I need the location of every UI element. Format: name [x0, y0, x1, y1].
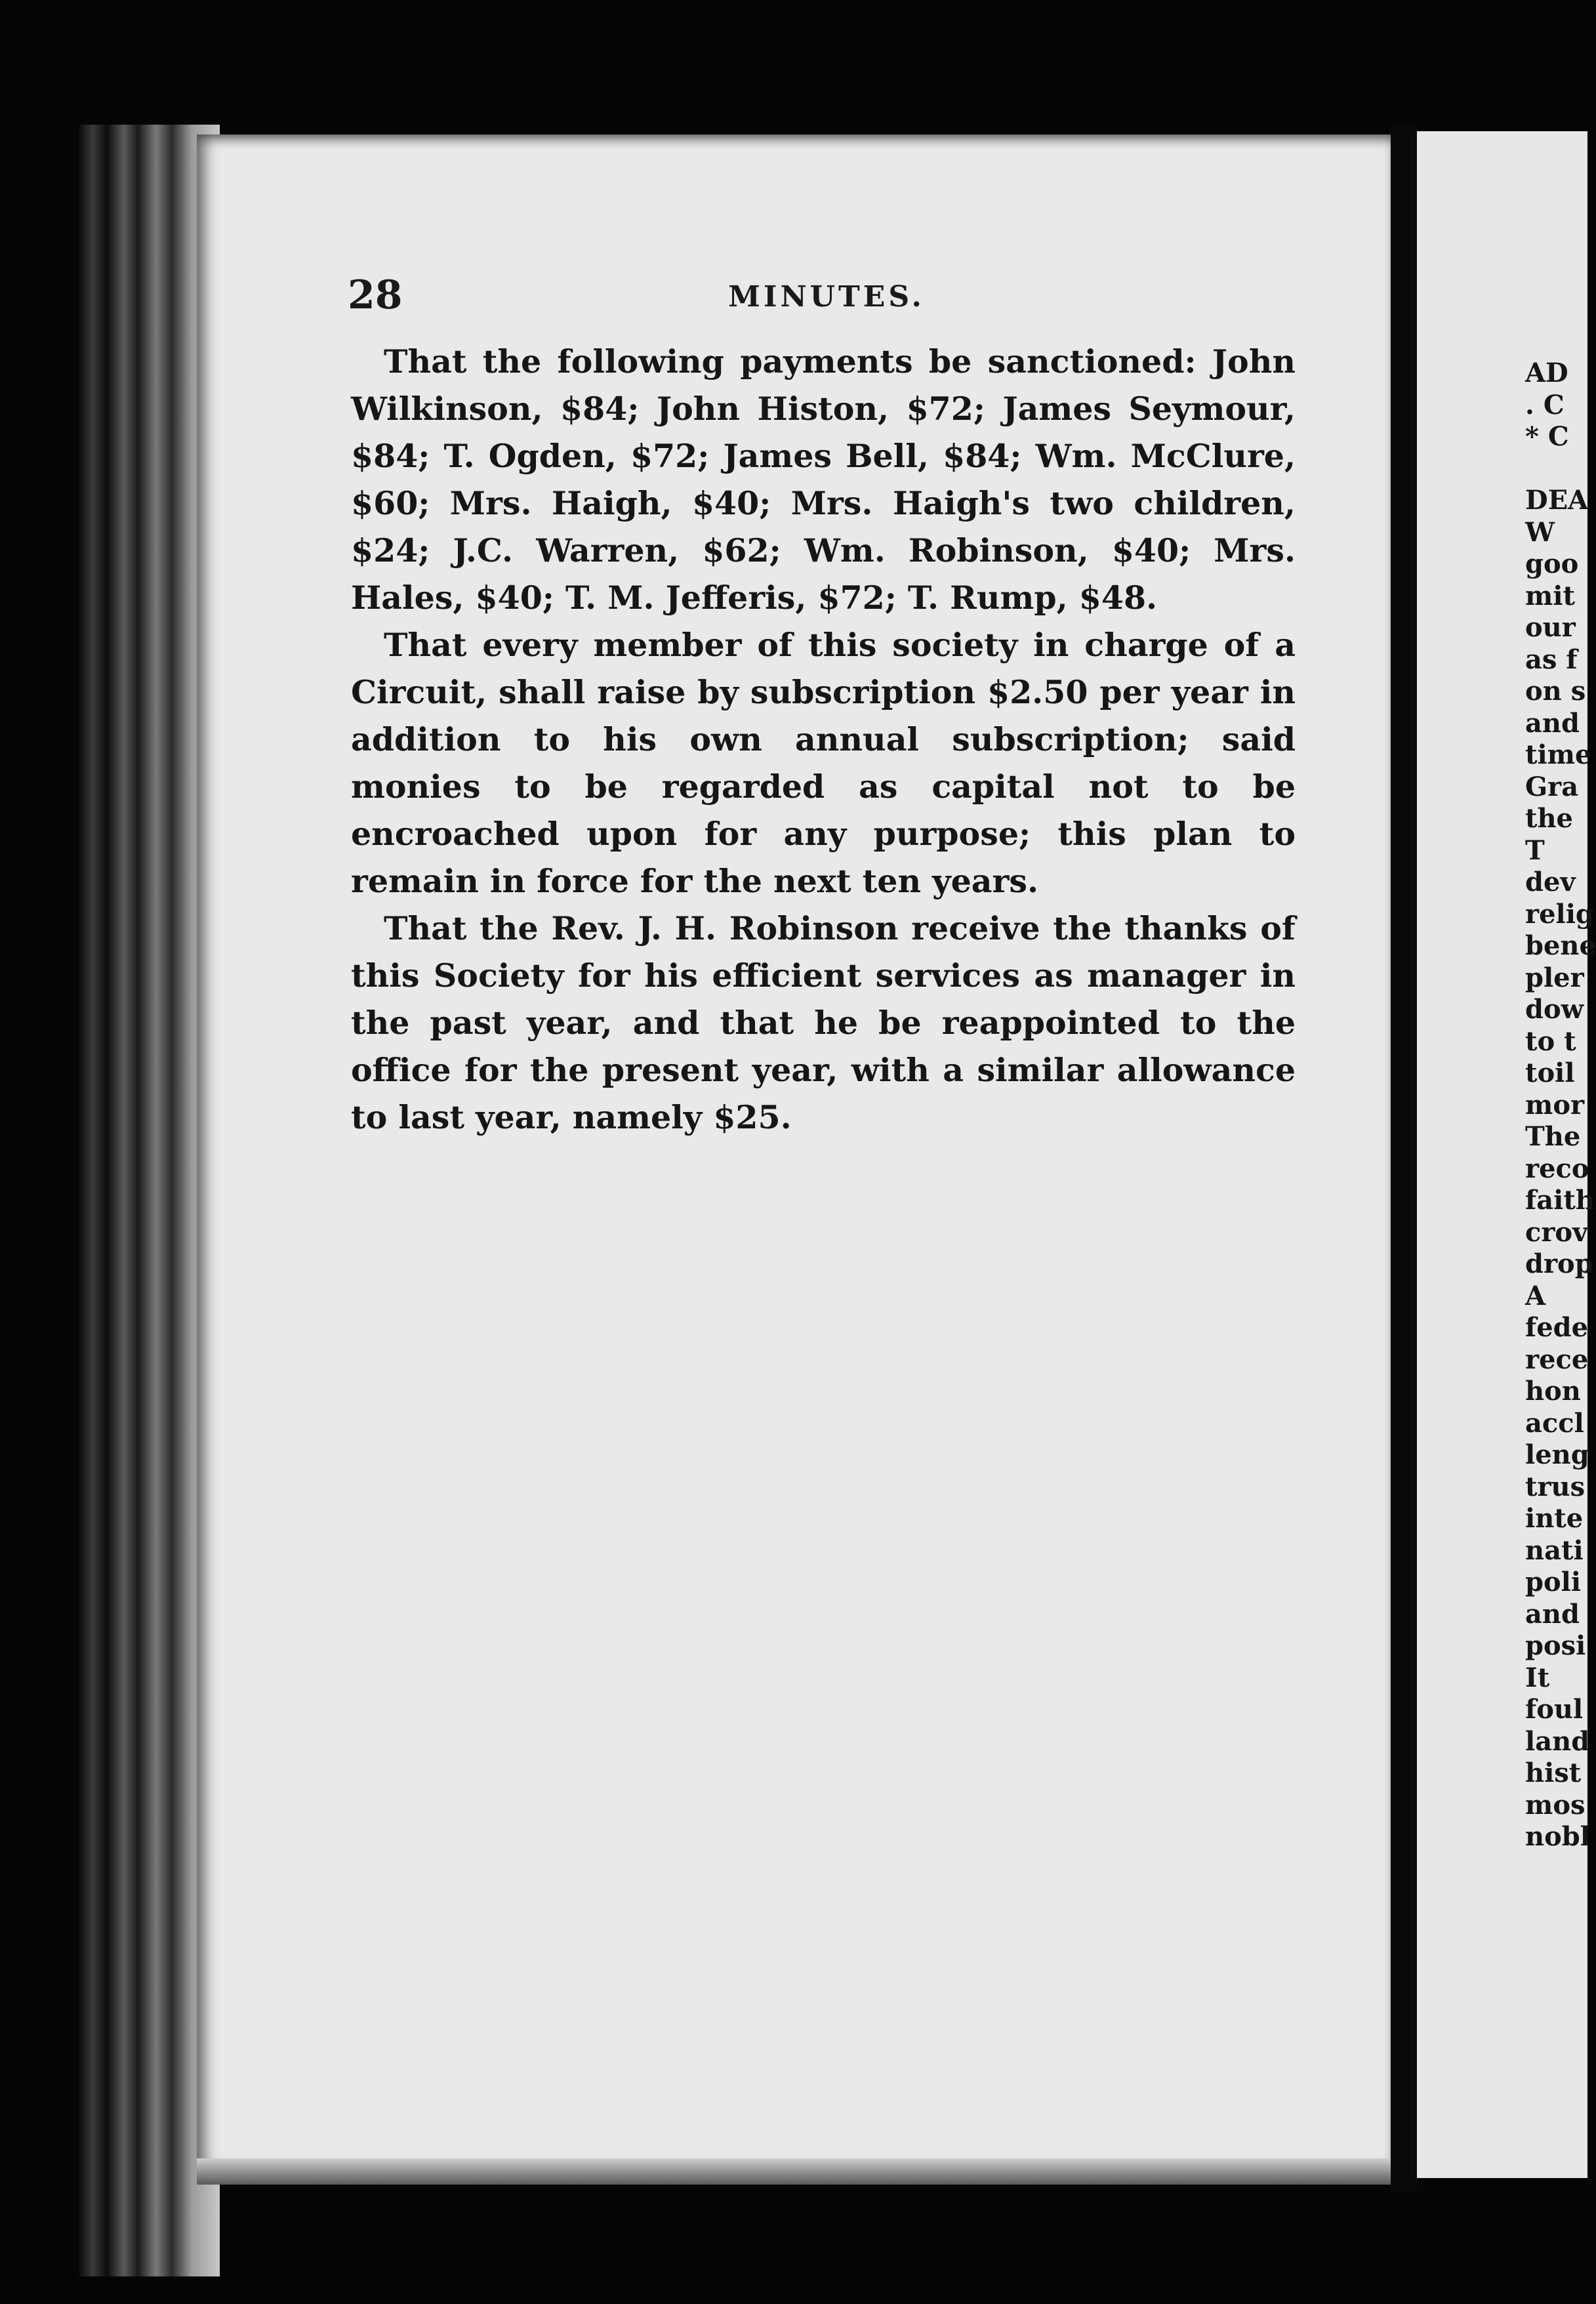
facing-page-line: mit — [1525, 580, 1575, 611]
paragraph: That the following payments be sanctioned: John Wilkinson, $84; John Histon, $72; James Seymour, $84; T. Ogden, $72; James Bell, $84; Wm. McClure, $60; Mrs. Haigh, $40; Mrs. Haigh's two children, $24; J.C. Warren, $62; Wm. Robinson, $40; Mrs. Hales, $40; T. M. Jefferis, $72; T. Rump, $48. — [351, 342, 1296, 617]
facing-page-line: hist — [1525, 1758, 1582, 1788]
facing-page-line: W — [1525, 516, 1555, 548]
facing-page-line: foul — [1525, 1694, 1584, 1725]
facing-page-line: nati — [1525, 1534, 1584, 1566]
paragraph: That every member of this society in charge of a Circuit, shall raise by subscription $2.50 per year in addition to his own annual subscription; said monies to be regarded as capital not to be encroached upon for any purpose; this plan to remain in force for the next ten years. — [351, 626, 1296, 900]
facing-page-line: reco — [1525, 1153, 1589, 1184]
facing-page-line: as f — [1525, 644, 1578, 675]
facing-page-line: dev — [1525, 867, 1576, 897]
facing-page-line: inte — [1525, 1503, 1584, 1534]
facing-page-line: drop — [1525, 1248, 1593, 1279]
facing-page-line: relig — [1525, 898, 1594, 930]
facing-page-line: * C — [1525, 421, 1569, 452]
facing-page-line: dow — [1525, 994, 1584, 1025]
facing-page-line: fede — [1525, 1312, 1589, 1343]
facing-page-line: bene — [1525, 930, 1596, 961]
page-bottom-edge — [197, 2158, 1397, 2185]
facing-page-line: mor — [1525, 1089, 1585, 1121]
facing-page-line: . C — [1525, 389, 1565, 421]
facing-page-line: hon — [1525, 1376, 1581, 1407]
facing-page-line: to t — [1525, 1025, 1576, 1057]
facing-page-line: land — [1525, 1725, 1590, 1757]
facing-page-line: and — [1525, 1598, 1580, 1630]
facing-page-line: leng — [1525, 1439, 1589, 1470]
facing-page-line: toil — [1525, 1058, 1575, 1088]
facing-page-text — [1525, 358, 1596, 1853]
facing-page-line: and — [1525, 707, 1580, 739]
facing-page-line: crov — [1525, 1216, 1588, 1248]
facing-page-line: goo — [1525, 548, 1579, 579]
paragraph: That the Rev. J. H. Robinson receive the thanks of this Society for his efficient services as manager in the past year, and that he be reappointed to the office for the present year, with a similar allowance to last year, namely $25. — [351, 909, 1296, 1136]
facing-page-line: poli — [1525, 1567, 1582, 1597]
facing-page-line: It — [1525, 1662, 1550, 1693]
running-head: MINUTES. — [728, 280, 925, 314]
facing-page-line: A — [1525, 1280, 1546, 1311]
facing-page-line: trus — [1525, 1471, 1586, 1502]
facing-page-line: The — [1525, 1121, 1581, 1152]
facing-page-line: mos — [1525, 1789, 1586, 1821]
facing-page-line: the — [1525, 803, 1574, 834]
facing-page-line: accl — [1525, 1407, 1584, 1439]
page-gutter — [1391, 125, 1417, 2191]
facing-page-line: on s — [1525, 676, 1586, 707]
facing-page-line: time — [1525, 739, 1592, 770]
facing-page-line: AD — [1525, 358, 1568, 388]
facing-page-line — [1525, 453, 1584, 485]
facing-page-line: pler — [1525, 962, 1584, 993]
facing-page-line: our — [1525, 612, 1576, 643]
facing-page-line: posi — [1525, 1630, 1586, 1661]
facing-page-line: T — [1525, 834, 1545, 866]
page-number: 28 — [348, 272, 403, 318]
facing-page-line: rece — [1525, 1344, 1589, 1375]
facing-page-line: DEA — [1525, 485, 1589, 516]
page-header — [348, 272, 1305, 325]
facing-page-line: faith — [1525, 1185, 1595, 1216]
facing-page-line: nobl — [1525, 1821, 1590, 1852]
facing-page-line: Gra — [1525, 771, 1579, 802]
page-body — [351, 338, 1296, 1141]
